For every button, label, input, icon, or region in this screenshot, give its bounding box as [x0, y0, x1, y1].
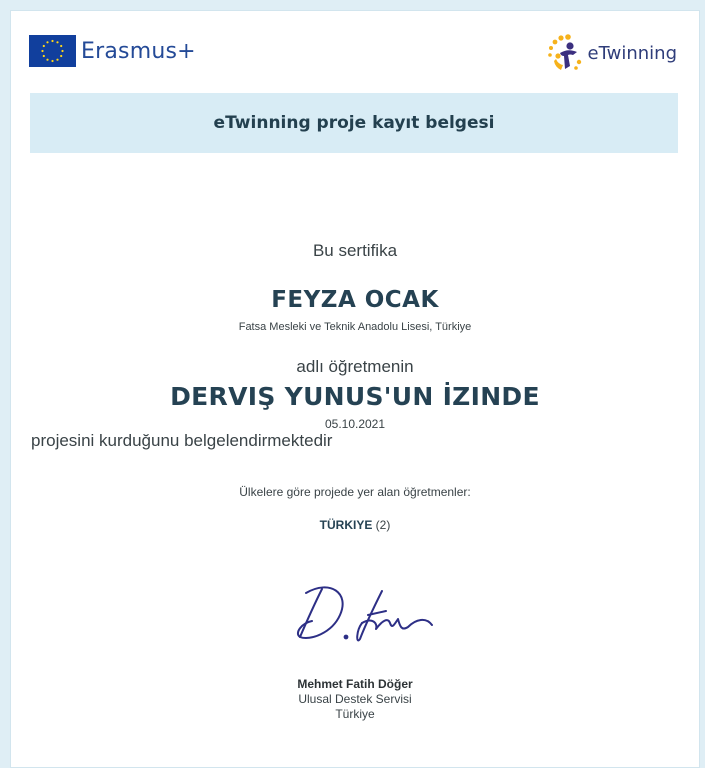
certificate-page [10, 10, 700, 768]
certify-text: projesini kurduğunu belgelendirmektedir [31, 431, 333, 450]
teacher-suffix-text: adlı öğretmenin [296, 357, 414, 376]
project-date: 05.10.2021 [324, 417, 386, 431]
project-name: DERVIŞ YUNUS'UN İZINDE [170, 382, 540, 411]
teacher-name: FEYZA OCAK [271, 287, 439, 313]
signatory-name: Mehmet Fatih Döğer [297, 677, 413, 691]
countries-label: Ülkelere göre projede yer alan öğretmenler: [239, 485, 471, 499]
intro-text: Bu sertifika [312, 241, 398, 260]
country-list-item [11, 518, 699, 532]
signatory-country: Türkiye [335, 707, 375, 721]
country-name: TÜRKIYE [319, 518, 373, 532]
erasmus-logo [29, 35, 196, 67]
etwinning-figure-icon [546, 33, 586, 73]
country-teacher-count: (2) [375, 518, 391, 532]
signature-image [286, 571, 436, 651]
school-name: Fatsa Mesleki ve Teknik Anadolu Lisesi, Türkiye [238, 321, 472, 333]
eu-flag-icon [29, 35, 76, 67]
signatory-role: Ulusal Destek Servisi [298, 692, 412, 706]
etwinning-wordmark: eTwinning [587, 42, 677, 64]
erasmus-wordmark: Erasmus+ [81, 38, 196, 64]
etwinning-logo [546, 33, 677, 73]
certificate-title: eTwinning proje kayıt belgesi [213, 113, 495, 133]
certificate-header [11, 11, 699, 101]
title-band [30, 93, 678, 153]
